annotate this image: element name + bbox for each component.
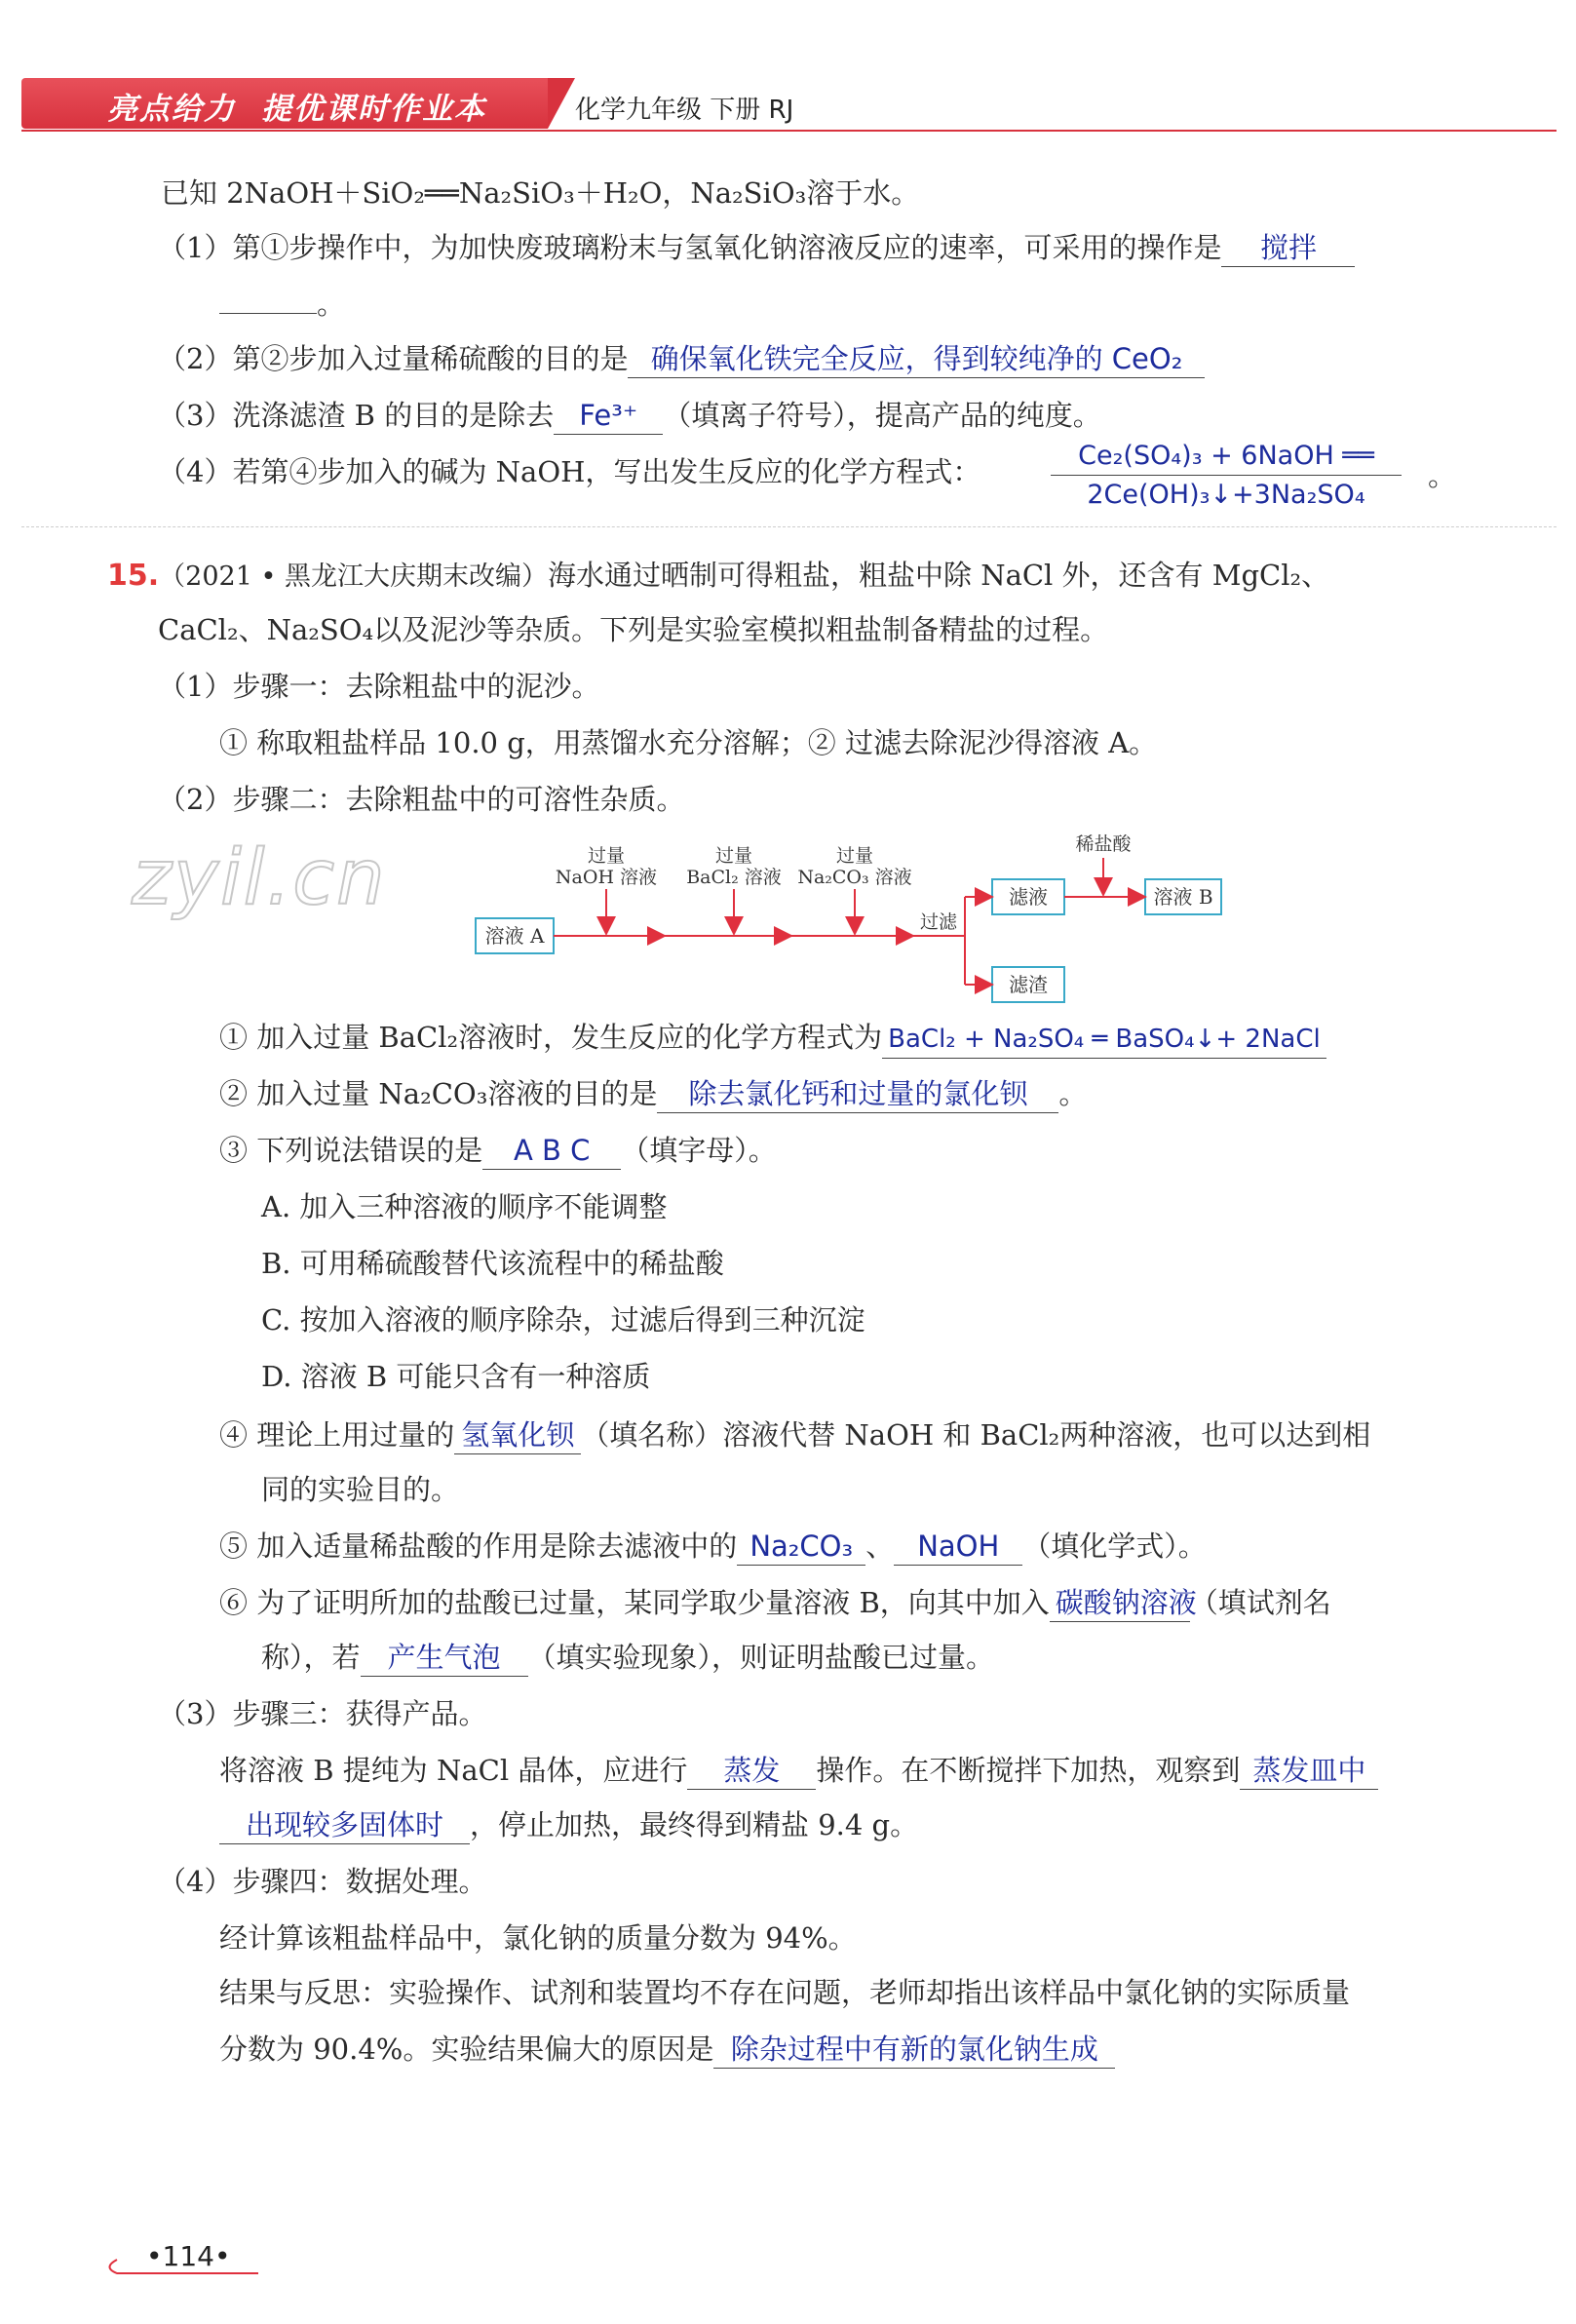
q15-number: 15. xyxy=(107,559,160,593)
filter-label: 过滤 xyxy=(919,911,958,933)
q15-i4-answer: 氢氧化钡 xyxy=(454,1416,581,1454)
q15-i6-cont: 称），若 xyxy=(261,1641,361,1674)
q15-i6-answer1: 碳酸钠溶液 xyxy=(1050,1584,1190,1622)
page-number: •114• xyxy=(146,2240,231,2272)
q15-i1-answer: BaCl₂ + Na₂SO₄ ═ BaSO₄↓+ 2NaCl xyxy=(882,1021,1326,1059)
q14-p4-answer-line1: Ce₂(SO₄)₃ + 6NaOH ══ xyxy=(1051,441,1402,476)
q15-item1 xyxy=(219,1018,1326,1059)
box-residue-label: 滤渣 xyxy=(1009,973,1048,996)
q14-p3-answer: Fe³⁺ xyxy=(554,397,663,435)
q14-p1-blank xyxy=(219,288,317,314)
q15-item4 xyxy=(219,1415,1370,1454)
q14-p4-text: （4）若第④步加入的碱为 NaOH，写出发生反应的化学方程式： xyxy=(158,455,981,488)
q14-p4-answer xyxy=(1051,441,1402,510)
box-solution-b-label: 溶液 B xyxy=(1153,885,1213,909)
q14-p2-text: （2）第②步加入过量稀硫酸的目的是 xyxy=(158,342,629,375)
q14-p1-text: （1）第①步操作中，为加快废玻璃粉末与氢氧化钠溶液反应的速率，可采用的操作是 xyxy=(158,231,1222,264)
q15-step4: （4）步骤四：数据处理。 xyxy=(158,1865,487,1898)
q15-reflect2-text: 分数为 90.4%。实验结果偏大的原因是 xyxy=(219,2033,714,2066)
q15-step2: （2）步骤二：去除粗盐中的可溶性杂质。 xyxy=(158,783,685,816)
reagent-2-top: 过量 xyxy=(714,845,753,867)
series-name: 提优课时作业本 xyxy=(261,92,486,127)
header-divider xyxy=(21,130,1557,132)
q15-item4-cont: 同的实验目的。 xyxy=(261,1473,460,1506)
q15-i6-tail: （填试剂名 xyxy=(1189,1586,1331,1619)
q15-s3-tail: ，停止加热，最终得到精盐 9.4 g。 xyxy=(470,1808,919,1841)
option-d: D. 溶液 B 可能只含有一种溶质 xyxy=(261,1360,651,1393)
q15-step1: （1）步骤一：去除粗盐中的泥沙。 xyxy=(158,670,600,703)
q14-p2-answer: 确保氧化铁完全反应，得到较纯净的 CeO₂ xyxy=(628,340,1205,378)
q15-item2 xyxy=(219,1074,1087,1113)
q14-p4-tail: 。 xyxy=(1428,459,1457,492)
header-brand xyxy=(107,84,512,128)
q15-item6-cont xyxy=(261,1638,994,1677)
q14-part3 xyxy=(158,396,1101,435)
q14-part4 xyxy=(158,452,980,491)
box-solution-a-label: 溶液 A xyxy=(484,924,545,948)
q15-i5-answer2: NaOH xyxy=(894,1528,1022,1566)
q14-p3-text: （3）洗涤滤渣 B 的目的是除去 xyxy=(158,399,555,432)
reagent-2-bottom: BaCl₂ 溶液 xyxy=(686,867,782,888)
q14-p1-answer: 搅拌 xyxy=(1221,229,1355,267)
q15-item5 xyxy=(219,1527,1207,1566)
q15-i4-tail: （填名称）溶液代替 NaOH 和 BaCl₂两种溶液，也可以达到相 xyxy=(581,1418,1371,1452)
q15-i4-text: ④ 理论上用过量的 xyxy=(219,1418,455,1452)
q15-stem-line1 xyxy=(107,556,1329,597)
reagent-3-bottom: Na₂CO₃ 溶液 xyxy=(797,867,912,888)
q15-i2-answer: 除去氯化钙和过量的氯化钡 xyxy=(657,1075,1058,1113)
option-a: A. 加入三种溶液的顺序不能调整 xyxy=(261,1190,668,1223)
reagent-1-bottom: NaOH 溶液 xyxy=(555,867,658,888)
reagent-3-top: 过量 xyxy=(835,845,874,867)
q15-reflect1: 结果与反思：实验操作、试剂和装置均不存在问题，老师却指出该样品中氯化钠的实际质量 xyxy=(219,1976,1351,2009)
subject-label: 化学九年级 下册 RJ xyxy=(575,96,794,125)
q15-i5-tail: （填化学式）。 xyxy=(1022,1530,1207,1563)
q15-step4-text: 经计算该粗盐样品中，氯化钠的质量分数为 94%。 xyxy=(219,1921,857,1955)
q15-step3-text xyxy=(219,1751,1378,1790)
q15-s4-answer: 除杂过程中有新的氯化钠生成 xyxy=(713,2031,1115,2069)
option-c: C. 按加入溶液的顺序除杂，过滤后得到三种沉淀 xyxy=(261,1303,865,1336)
q15-stem1: 海水通过晒制可得粗盐，粗盐中除 NaCl 外，还含有 MgCl₂、 xyxy=(547,559,1330,592)
q14-part1 xyxy=(158,228,1355,267)
section-separator xyxy=(21,526,1557,528)
q14-p3-tail: （填离子符号），提高产品的纯度。 xyxy=(663,399,1101,432)
q15-s3-answer1: 蒸发 xyxy=(687,1752,816,1790)
q15-i6-cont-tail: （填实验现象），则证明盐酸已过量。 xyxy=(527,1641,995,1674)
q15-i1-text: ① 加入过量 BaCl₂溶液时，发生反应的化学方程式为 xyxy=(219,1021,883,1054)
flow-diagram xyxy=(458,829,1257,1014)
q15-step1-detail: ① 称取粗盐样品 10.0 g，用蒸馏水充分溶解；② 过滤去除泥沙得溶液 A。 xyxy=(219,726,1158,759)
q15-item6 xyxy=(219,1583,1331,1622)
q15-i3-text: ③ 下列说法错误的是 xyxy=(219,1134,483,1167)
q15-s3-answer2b: 出现较多固体时 xyxy=(219,1806,470,1844)
q15-reflect2 xyxy=(219,2030,1115,2069)
q15-stem-line2: CaCl₂、Na₂SO₄以及泥沙等杂质。下列是实验室模拟粗盐制备精盐的过程。 xyxy=(158,613,1109,646)
q15-i5-text: ⑤ 加入适量稀盐酸的作用是除去滤液中的 xyxy=(219,1530,738,1563)
brand-name: 亮点给力 xyxy=(107,92,236,127)
watermark: zyil.cn xyxy=(132,834,387,922)
q15-step3-cont xyxy=(219,1805,918,1844)
reagent-1-top: 过量 xyxy=(587,845,626,867)
q15-i5-answer1: Na₂CO₃ xyxy=(737,1528,865,1566)
q14-part1-cont xyxy=(219,285,345,324)
q15-s3-text: 将溶液 B 提纯为 NaCl 晶体，应进行 xyxy=(219,1754,688,1787)
q15-i2-text: ② 加入过量 Na₂CO₃溶液的目的是 xyxy=(219,1077,658,1110)
q14-p1-tail: 。 xyxy=(317,288,346,321)
q14-part2 xyxy=(158,339,1205,378)
q14-p4-answer-line2: 2Ce(OH)₃↓+3Na₂SO₄ xyxy=(1087,480,1365,510)
option-b: B. 可用稀硫酸替代该流程中的稀盐酸 xyxy=(261,1247,724,1280)
q15-i5-mid: 、 xyxy=(865,1530,895,1563)
q15-i6-text: ⑥ 为了证明所加的盐酸已过量，某同学取少量溶液 B，向其中加入 xyxy=(219,1586,1050,1619)
q15-s3-mid: 操作。在不断搅拌下加热，观察到 xyxy=(816,1754,1241,1787)
q15-i2-tail: 。 xyxy=(1058,1077,1088,1110)
intro-equation: 已知 2NaOH＋SiO₂══Na₂SiO₃＋H₂O，Na₂SiO₃溶于水。 xyxy=(161,176,920,210)
q15-step3: （3）步骤三：获得产品。 xyxy=(158,1697,487,1730)
q15-i3-answer: A B C xyxy=(482,1132,621,1170)
q15-i6-answer2: 产生气泡 xyxy=(361,1639,528,1677)
acid-label: 稀盐酸 xyxy=(1075,833,1132,855)
q15-s3-answer2a: 蒸发皿中 xyxy=(1240,1752,1378,1790)
q15-item3 xyxy=(219,1131,777,1170)
q15-source: （2021 • 黑龙江大庆期末改编） xyxy=(159,562,548,592)
box-filtrate-label: 滤液 xyxy=(1009,885,1048,909)
q15-i3-tail: （填字母）。 xyxy=(621,1134,777,1167)
